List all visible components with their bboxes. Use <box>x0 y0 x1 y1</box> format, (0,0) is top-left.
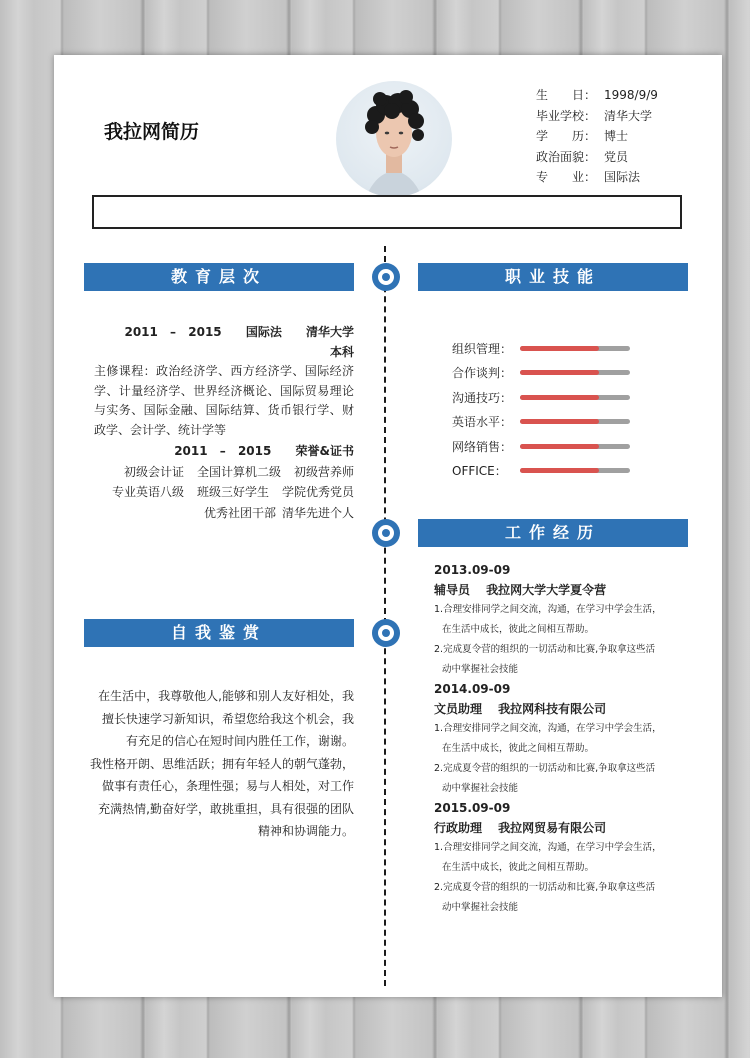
avatar <box>336 81 452 197</box>
info-row: 生 日： 1998/9/9 <box>536 88 658 102</box>
cert-item: 初级会计证 <box>123 464 184 479</box>
personal-info <box>536 85 658 188</box>
skill-bar-fill <box>520 444 599 449</box>
work-entry <box>434 561 704 680</box>
skill-row: 合作谈判： <box>452 361 630 386</box>
cert-item: 学院优秀党员 <box>281 485 354 499</box>
work-line: 2.完成夏令营的组织的一切活动和比赛,争取拿这些活 <box>434 763 656 774</box>
timeline-node <box>372 263 400 291</box>
cert-header: 2011 – 2015 荣誉&证书 <box>174 444 354 458</box>
self-line: 精神和协调能力。 <box>257 824 354 838</box>
work-line: 1.合理安排同学之间交流，沟通，在学习中学会生活， <box>434 723 662 734</box>
resume-paper <box>54 55 722 997</box>
work-line: 2.完成夏令营的组织的一切活动和比赛,争取拿这些活 <box>434 882 656 893</box>
info-row: 毕业学校： 清华大学 <box>536 108 653 123</box>
skill-bar <box>520 468 630 473</box>
self-line: 做事有责任心，条理性强；易与人相处，对工作 <box>101 779 354 793</box>
self-section <box>84 685 354 843</box>
skill-bar <box>520 346 630 351</box>
portrait-image <box>336 81 452 197</box>
work-entry <box>434 799 704 918</box>
skill-bar <box>520 370 630 375</box>
work-role: 辅导员 我拉网大学大学夏令营 <box>434 583 607 597</box>
work-line: 动中掌握社会技能 <box>442 783 519 794</box>
skill-bar-fill <box>520 395 599 400</box>
self-line: 在生活中，我尊敬他人,能够和别人友好相处，我 <box>98 689 354 703</box>
skills-heading: 职业技能 <box>418 263 688 291</box>
skill-bar-fill <box>520 370 599 375</box>
timeline-node <box>372 519 400 547</box>
skill-bar <box>520 419 630 424</box>
cert-item: 全国计算机二级 <box>196 464 281 479</box>
work-date: 2013.09-09 <box>434 563 511 577</box>
education-courses: 主修课程：政治经济学、西方经济学、国际经济学、计量经济学、世界经济概论、国际贸易理论与实务、国际金融、国际结算、货币银行学、财政学、会计学、统计学等 <box>94 364 354 437</box>
work-line: 2.完成夏令营的组织的一切活动和比赛,争取拿这些活 <box>434 644 656 655</box>
work-line: 动中掌握社会技能 <box>442 902 519 913</box>
education-heading: 教育层次 <box>84 263 354 291</box>
skill-row: 沟通技巧： <box>452 385 630 410</box>
skill-bar-fill <box>520 468 599 473</box>
timeline-node <box>372 619 400 647</box>
empty-banner-box <box>92 195 682 229</box>
work-entry <box>434 680 704 799</box>
skill-row: OFFICE： <box>452 459 630 484</box>
work-line: 1.合理安排同学之间交流，沟通，在学习中学会生活， <box>434 604 662 615</box>
work-line: 在生活中成长，彼此之间相互帮助。 <box>442 624 595 635</box>
self-line: 充满热情,勤奋好学，敢挑重担，具有很强的团队 <box>98 801 354 816</box>
work-heading: 工作经历 <box>418 519 688 547</box>
skill-bar-fill <box>520 346 599 351</box>
education-header: 2011 – 2015 国际法 清华大学 本科 <box>124 325 379 359</box>
work-role: 行政助理 我拉网贸易有限公司 <box>434 821 607 835</box>
self-line: 有充足的信心在短时间内胜任工作，谢谢。 <box>125 734 354 748</box>
skill-bar-fill <box>520 419 599 424</box>
cert-list <box>94 462 354 524</box>
skill-row: 组织管理： <box>452 336 630 361</box>
work-role: 文员助理 我拉网科技有限公司 <box>434 702 607 716</box>
skill-bar <box>520 444 630 449</box>
work-date: 2014.09-09 <box>434 682 511 696</box>
work-line: 在生活中成长，彼此之间相互帮助。 <box>442 862 595 873</box>
work-date: 2015.09-09 <box>434 801 511 815</box>
education-section <box>94 323 379 523</box>
cert-item: 清华先进个人 <box>281 505 354 520</box>
skills-section <box>452 336 630 483</box>
info-row: 政治面貌： 党员 <box>536 149 629 164</box>
work-line: 1.合理安排同学之间交流，沟通，在学习中学会生活， <box>434 842 662 853</box>
resume-title: 我拉网简历 <box>104 121 200 143</box>
work-line: 动中掌握社会技能 <box>442 664 519 675</box>
skill-row: 网络销售： <box>452 434 630 459</box>
skill-bar <box>520 395 630 400</box>
cert-item: 优秀社团干部 <box>203 505 276 520</box>
cert-item: 专业英语八级 <box>111 485 184 499</box>
skill-row: 英语水平： <box>452 410 630 435</box>
work-section <box>434 561 704 918</box>
info-row: 学 历： 博士 <box>536 129 629 143</box>
cert-item: 班级三好学生 <box>196 485 269 499</box>
cert-item: 初级营养师 <box>293 464 354 479</box>
info-row: 专 业： 国际法 <box>536 170 641 184</box>
self-line: 擅长快速学习新知识，希望您给我这个机会，我 <box>101 711 354 726</box>
self-line: 我性格开朗、思维活跃；拥有年轻人的朝气蓬勃， <box>89 756 354 771</box>
work-line: 在生活中成长，彼此之间相互帮助。 <box>442 743 595 754</box>
timeline-line <box>384 246 386 986</box>
self-heading: 自我鉴赏 <box>84 619 354 647</box>
